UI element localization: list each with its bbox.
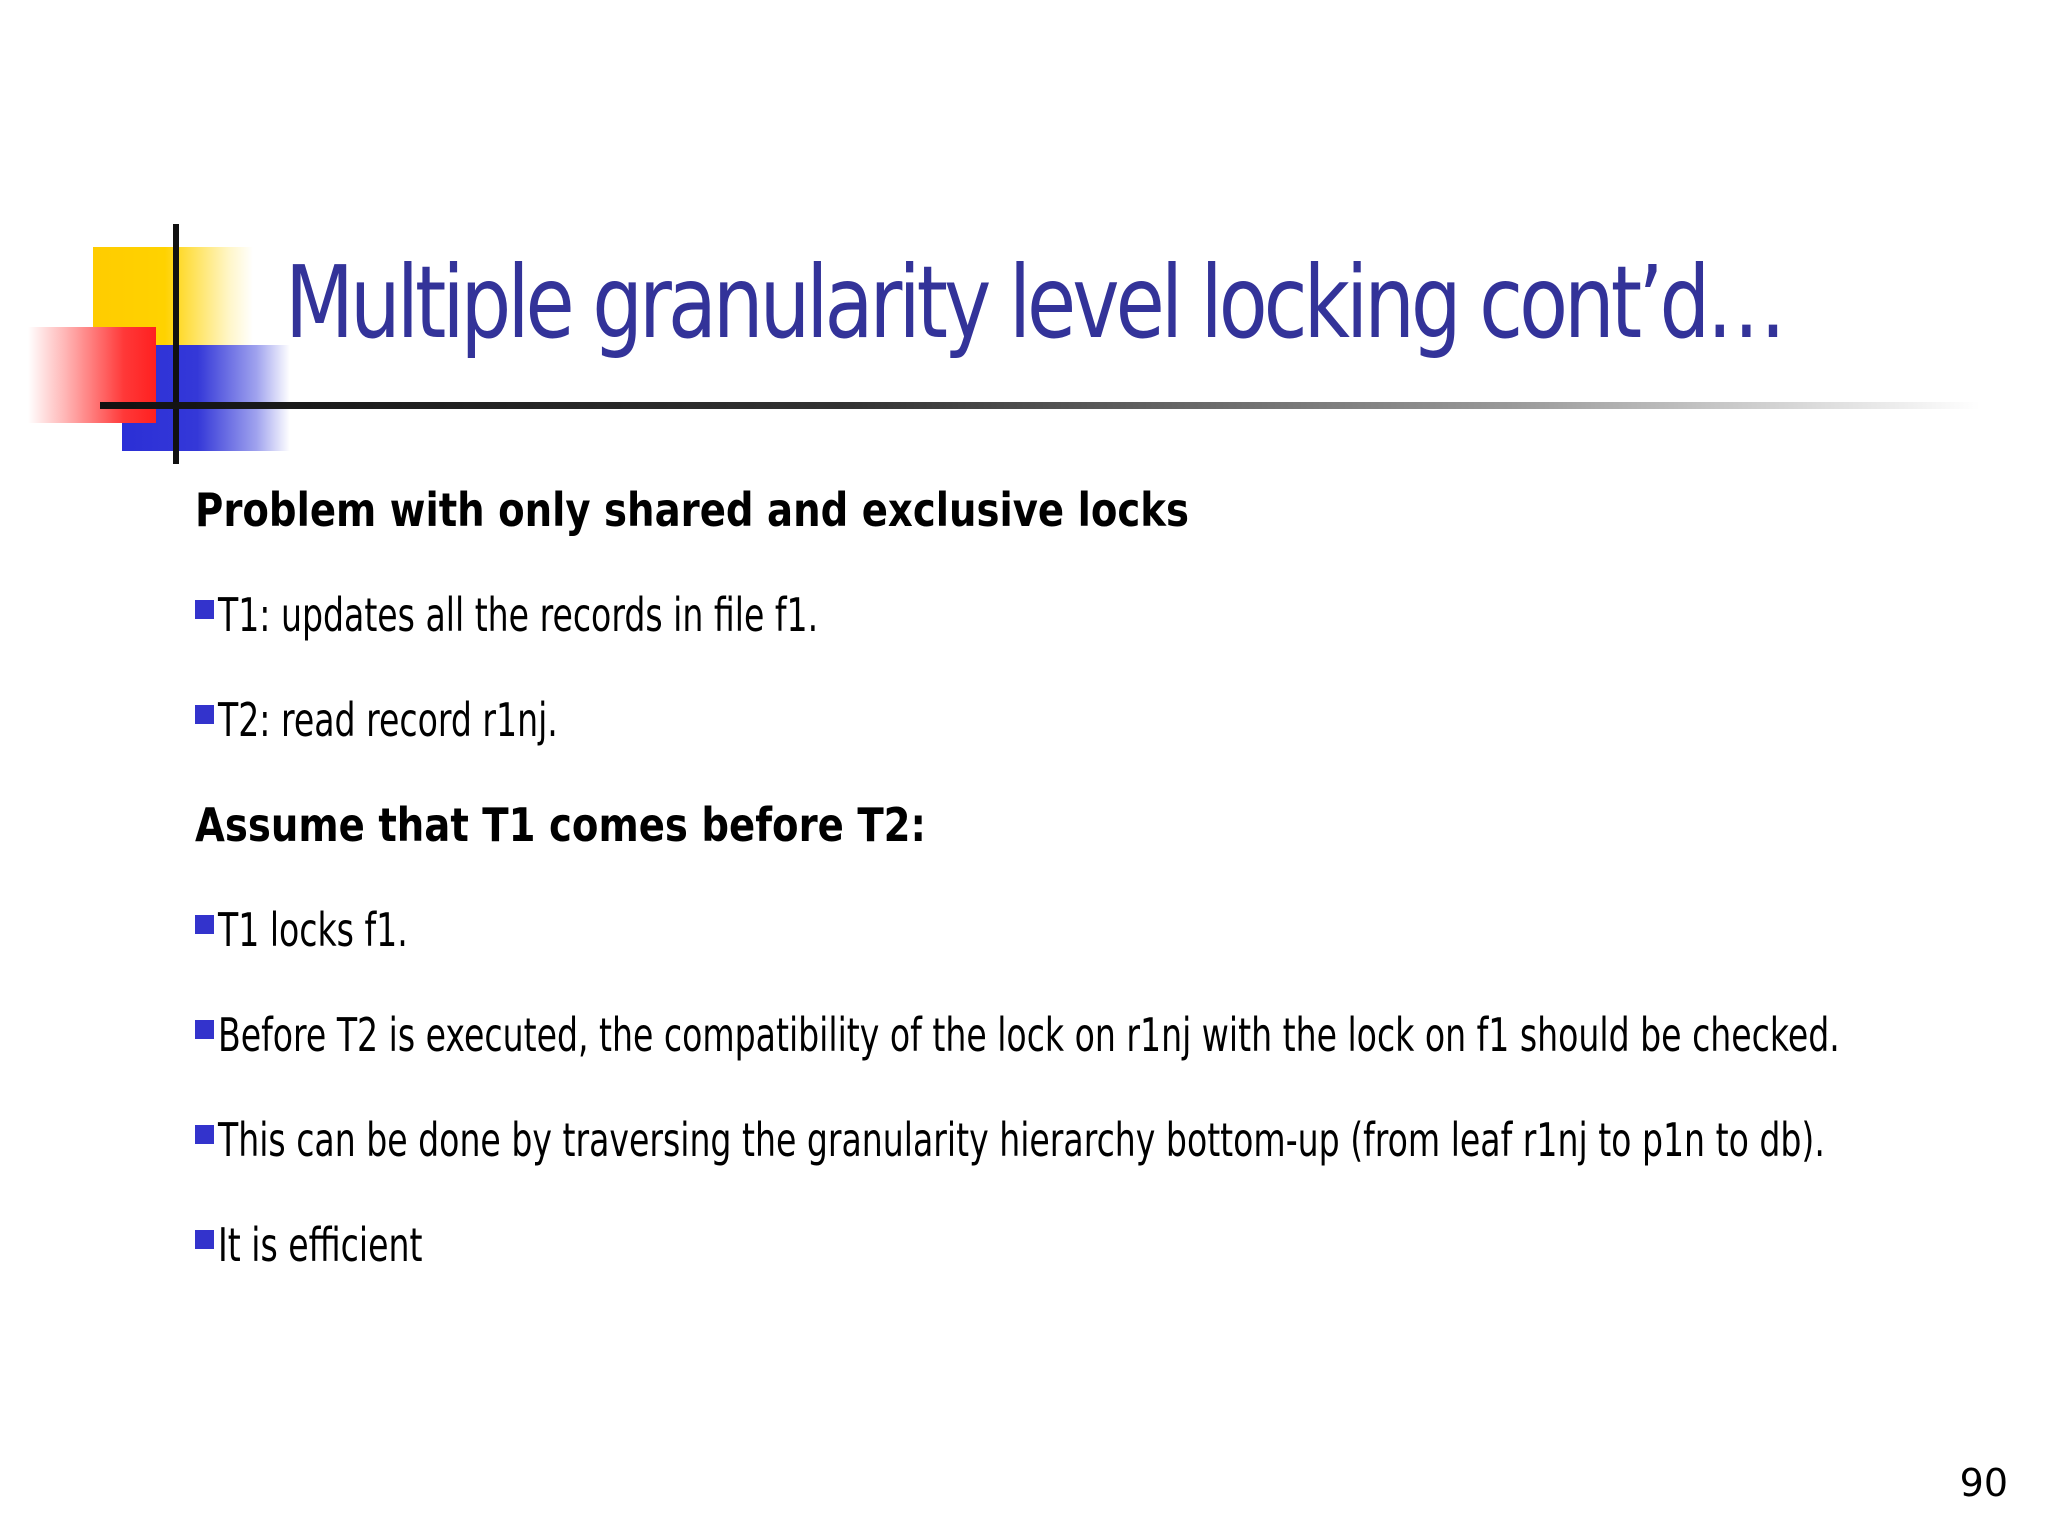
content-heading bbox=[195, 470, 1995, 575]
bullet-text: T2: read record r1nj. bbox=[218, 693, 558, 747]
bullet-text: T1: updates all the records in file f1. bbox=[218, 588, 819, 642]
square-bullet-icon bbox=[195, 1230, 214, 1249]
title-underline bbox=[100, 402, 1980, 409]
bullet-item bbox=[195, 890, 1995, 995]
bullet-text: This can be done by traversing the granularity hierarchy bottom-up (from leaf r1nj to p1n to db). bbox=[218, 1113, 1825, 1167]
heading-text: Problem with only shared and exclusive locks bbox=[195, 483, 1189, 537]
square-bullet-icon bbox=[195, 600, 214, 619]
bullet-item bbox=[195, 575, 1995, 680]
bullet-item bbox=[195, 1100, 1995, 1205]
slide-content bbox=[195, 470, 1995, 1310]
bullet-text: Before T2 is executed, the compatibility of the lock on r1nj with the lock on f1 should be checked. bbox=[218, 1008, 1840, 1062]
square-bullet-icon bbox=[195, 705, 214, 724]
bullet-item bbox=[195, 1205, 1995, 1310]
square-bullet-icon bbox=[195, 1125, 214, 1144]
logo-vertical-line bbox=[173, 224, 179, 464]
bullet-item bbox=[195, 680, 1995, 785]
square-bullet-icon bbox=[195, 915, 214, 934]
bullet-item bbox=[195, 995, 1995, 1100]
bullet-text: It is efficient bbox=[218, 1218, 423, 1272]
bullet-text: T1 locks f1. bbox=[218, 903, 408, 957]
content-heading bbox=[195, 785, 1995, 890]
page-number: 90 bbox=[1959, 1461, 2008, 1505]
slide-title: Multiple granularity level locking cont’d… bbox=[285, 244, 1783, 361]
heading-text: Assume that T1 comes before T2: bbox=[195, 798, 927, 852]
square-bullet-icon bbox=[195, 1020, 214, 1039]
